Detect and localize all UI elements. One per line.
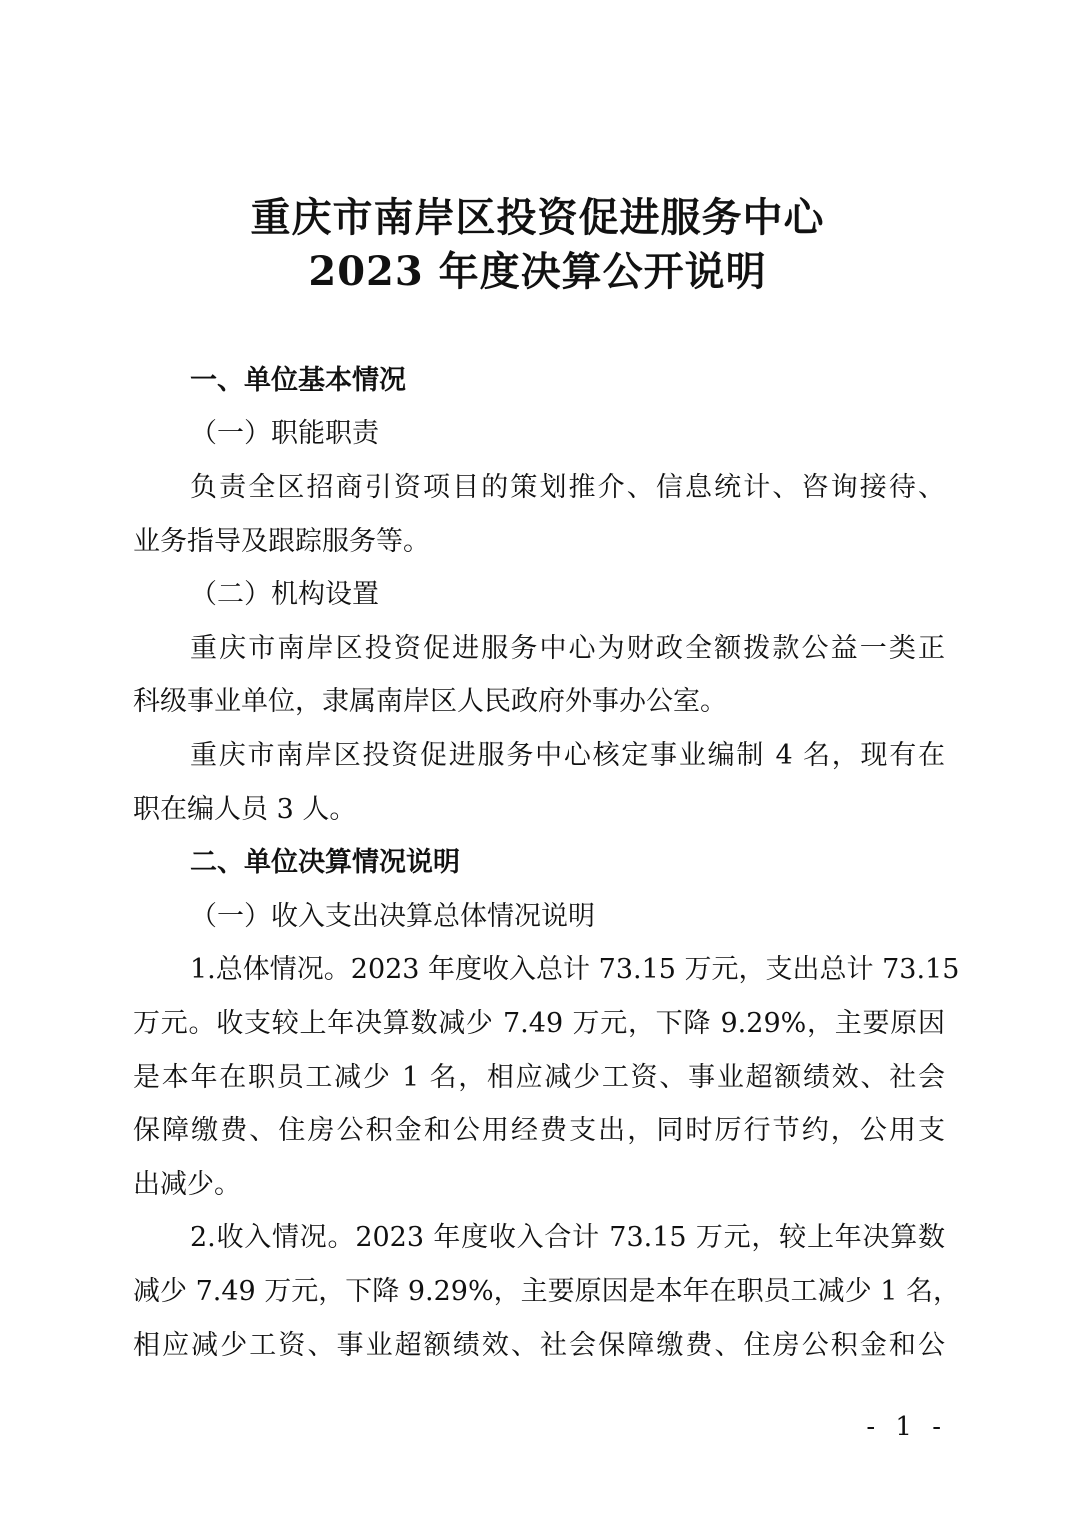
paragraph-line: 科级事业单位，隶属南岸区人民政府外事办公室。: [133, 686, 727, 717]
paragraph-line: 出减少。: [133, 1169, 241, 1200]
paragraph-line: 1.总体情况。2023 年度收入总计 73.15 万元，支出总计 73.15: [190, 954, 960, 985]
paragraph-line: 2.收入情况。2023 年度收入合计 73.15 万元，较上年决算数: [190, 1222, 945, 1253]
paragraph-line: 万元。收支较上年决算数减少 7.49 万元，下降 9.29%，主要原因: [133, 1008, 945, 1039]
document-title-line-1: 重庆市南岸区投资促进服务中心: [250, 194, 825, 241]
paragraph-line: 职在编人员 3 人。: [133, 794, 357, 825]
section-1-1-heading: （一）职能职责: [190, 418, 379, 449]
section-1-2-heading: （二）机构设置: [190, 579, 379, 610]
paragraph-line: 业务指导及跟踪服务等。: [133, 526, 430, 557]
paragraph-line: 减少 7.49 万元，下降 9.29%，主要原因是本年在职员工减少 1 名，: [133, 1276, 960, 1307]
page-number: - 1 -: [866, 1412, 947, 1442]
paragraph-line: 负责全区招商引资项目的策划推介、信息统计、咨询接待、: [190, 472, 945, 503]
paragraph-line: 相应减少工资、事业超额绩效、社会保障缴费、住房公积金和公: [133, 1330, 945, 1361]
section-2-heading: 二、单位决算情况说明: [190, 847, 460, 878]
paragraph-line: 重庆市南岸区投资促进服务中心为财政全额拨款公益一类正: [190, 633, 945, 664]
document-title-line-2: 2023 年度决算公开说明: [308, 248, 767, 295]
section-2-1-heading: （一）收入支出决算总体情况说明: [190, 901, 595, 932]
paragraph-line: 保障缴费、住房公积金和公用经费支出，同时厉行节约，公用支: [133, 1115, 945, 1146]
section-1-heading: 一、单位基本情况: [190, 365, 406, 396]
paragraph-line: 重庆市南岸区投资促进服务中心核定事业编制 4 名，现有在: [190, 740, 945, 771]
paragraph-line: 是本年在职员工减少 1 名，相应减少工资、事业超额绩效、社会: [133, 1062, 945, 1093]
